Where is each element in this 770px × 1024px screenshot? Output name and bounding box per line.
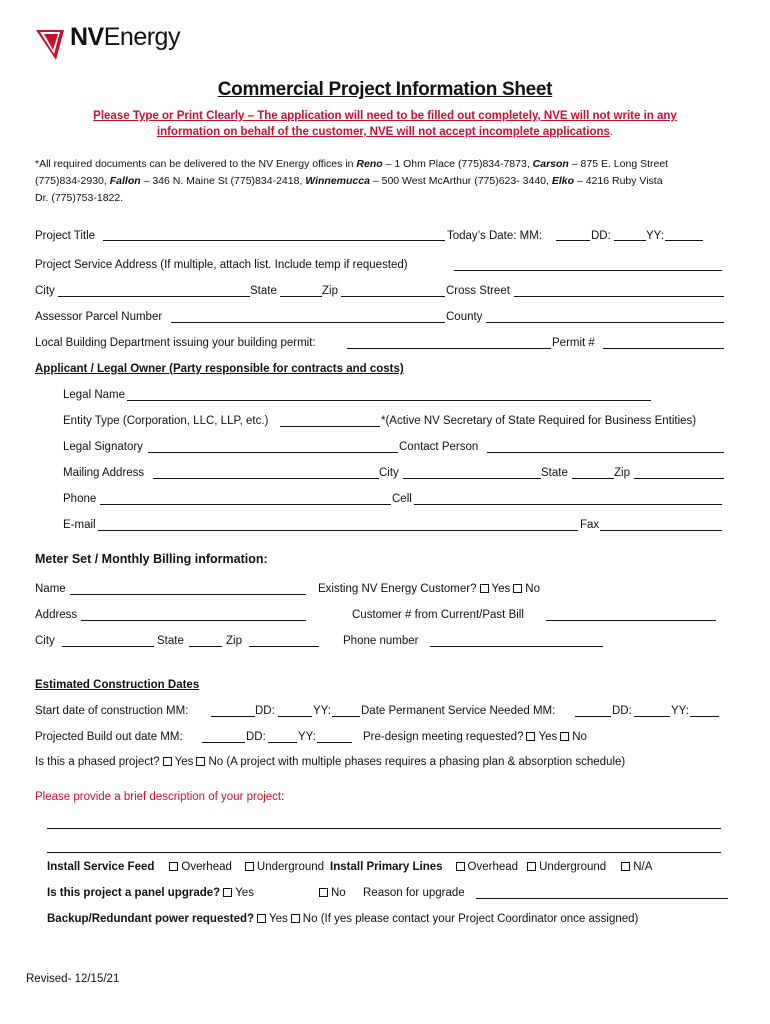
description-line-2[interactable] bbox=[47, 852, 721, 853]
permit-field[interactable] bbox=[603, 348, 724, 349]
date-yy-label: YY: bbox=[646, 230, 664, 242]
permanent-yy-label: YY: bbox=[671, 705, 689, 717]
panel-no-checkbox[interactable] bbox=[319, 888, 328, 897]
meter-state-label: State bbox=[157, 635, 184, 647]
customer-number-label: Customer # from Current/Past Bill bbox=[352, 609, 524, 621]
permanent-dd-label: DD: bbox=[612, 705, 632, 717]
panel-yes-checkbox[interactable] bbox=[223, 888, 232, 897]
parcel-label: Assessor Parcel Number bbox=[35, 311, 163, 323]
predesign-no-checkbox[interactable] bbox=[560, 732, 569, 741]
feed-underground-checkbox[interactable] bbox=[245, 862, 254, 871]
building-dept-field[interactable] bbox=[347, 348, 551, 349]
predesign-yes-checkbox[interactable] bbox=[526, 732, 535, 741]
email-label: E-mail bbox=[63, 519, 96, 531]
phased-no-checkbox[interactable] bbox=[196, 757, 205, 766]
mailing-address-label: Mailing Address bbox=[63, 467, 145, 479]
applicant-zip-field[interactable] bbox=[634, 478, 724, 479]
todays-date-label: Today’s Date: MM: bbox=[447, 230, 543, 242]
customer-number-field[interactable] bbox=[546, 620, 716, 621]
permanent-yy-field[interactable] bbox=[690, 716, 719, 717]
lines-underground-checkbox[interactable] bbox=[527, 862, 536, 871]
install-service-feed-row: Install Service Feed Overhead Underground Install Primary Lines Overhead Underground N/A bbox=[47, 861, 653, 873]
start-dd-label: DD: bbox=[255, 705, 275, 717]
county-label: County bbox=[446, 311, 483, 323]
meter-address-label: Address bbox=[35, 609, 78, 621]
start-yy-field[interactable] bbox=[332, 716, 360, 717]
meter-heading: Meter Set / Monthly Billing information: bbox=[35, 552, 268, 566]
applicant-state-field[interactable] bbox=[572, 478, 614, 479]
building-dept-label: Local Building Department issuing your building permit: bbox=[35, 337, 316, 349]
notice-line-1: Please Type or Print Clearly – The application will need to be filled out completely, NVE will not write in any bbox=[93, 110, 677, 122]
existing-customer-label: Existing NV Energy Customer? Yes No bbox=[318, 583, 540, 595]
applicant-zip-label: Zip bbox=[614, 467, 630, 479]
cell-field[interactable] bbox=[414, 504, 722, 505]
meter-name-field[interactable] bbox=[70, 594, 306, 595]
entity-note: *(Active NV Secretary of State Required for Business Entities) bbox=[381, 415, 697, 427]
fax-label: Fax bbox=[580, 519, 600, 531]
start-yy-label: YY: bbox=[313, 705, 331, 717]
buildout-yy-label: YY: bbox=[298, 731, 316, 743]
meter-name-label: Name bbox=[35, 583, 66, 595]
applicant-state-label: State bbox=[541, 467, 568, 479]
nv-energy-logo bbox=[34, 22, 184, 62]
panel-no-option: No bbox=[316, 886, 346, 900]
buildout-mm-field[interactable] bbox=[202, 742, 245, 743]
logo-energy: Energy bbox=[103, 23, 180, 51]
date-dd-label: DD: bbox=[591, 230, 611, 242]
project-city-label: City bbox=[35, 285, 55, 297]
legal-name-field[interactable] bbox=[127, 400, 651, 401]
service-address-field[interactable] bbox=[454, 270, 722, 271]
predesign-label: Pre-design meeting requested? Yes No bbox=[363, 731, 587, 743]
email-field[interactable] bbox=[98, 530, 578, 531]
backup-no-checkbox[interactable] bbox=[291, 914, 300, 923]
start-date-label: Start date of construction MM: bbox=[35, 705, 189, 717]
meter-address-field[interactable] bbox=[81, 620, 306, 621]
contact-person-label: Contact Person bbox=[399, 441, 479, 453]
description-line-1[interactable] bbox=[47, 828, 721, 829]
legal-name-label: Legal Name bbox=[63, 389, 126, 401]
entity-type-label: Entity Type (Corporation, LLC, LLP, etc.) bbox=[63, 415, 269, 427]
date-yy-field[interactable] bbox=[665, 240, 703, 241]
mailing-address-field[interactable] bbox=[153, 478, 379, 479]
meter-phone-label: Phone number bbox=[343, 635, 419, 647]
cell-label: Cell bbox=[392, 493, 412, 505]
reason-field[interactable] bbox=[476, 898, 728, 899]
date-dd-field[interactable] bbox=[614, 240, 646, 241]
signatory-label: Legal Signatory bbox=[63, 441, 143, 453]
meter-phone-field[interactable] bbox=[430, 646, 603, 647]
project-title-label: Project Title bbox=[35, 230, 96, 242]
phased-project-label: Is this a phased project? Yes No (A project with multiple phases requires a phasing plan & absorption schedule) bbox=[35, 756, 626, 768]
reason-label: Reason for upgrade bbox=[363, 887, 465, 899]
backup-power-row: Backup/Redundant power requested? Yes No (If yes please contact your Project Coordinator once assigned) bbox=[47, 913, 639, 925]
applicant-heading: Applicant / Legal Owner (Party responsible for contracts and costs) bbox=[35, 363, 404, 375]
permanent-mm-field[interactable] bbox=[575, 716, 611, 717]
date-mm-field[interactable] bbox=[556, 240, 590, 241]
project-zip-field[interactable] bbox=[341, 296, 445, 297]
meter-zip-label: Zip bbox=[226, 635, 242, 647]
meter-zip-field[interactable] bbox=[249, 646, 319, 647]
project-state-label: State bbox=[250, 285, 277, 297]
page-title: Commercial Project Information Sheet bbox=[217, 79, 553, 100]
offices-line-1: *All required documents can be delivered to the NV Energy offices in Reno – 1 Ohm Place (775)834-7873, Carson – 875 E. Long Street bbox=[35, 158, 669, 170]
panel-upgrade-row: Is this project a panel upgrade? Yes bbox=[47, 887, 254, 899]
project-title-field[interactable] bbox=[103, 240, 445, 241]
existing-no-checkbox[interactable] bbox=[513, 584, 522, 593]
logo-nv: NV bbox=[70, 23, 104, 51]
parcel-field[interactable] bbox=[171, 322, 445, 323]
logo-chevron-icon bbox=[34, 24, 72, 62]
construction-heading: Estimated Construction Dates bbox=[35, 679, 200, 691]
backup-yes-checkbox[interactable] bbox=[257, 914, 266, 923]
offices-line-3: Dr. (775)753-1822. bbox=[35, 192, 124, 204]
revised-date: Revised- 12/15/21 bbox=[26, 973, 120, 985]
applicant-city-field[interactable] bbox=[403, 478, 541, 479]
phone-label: Phone bbox=[63, 493, 97, 505]
contact-person-field[interactable] bbox=[487, 452, 724, 453]
buildout-label: Projected Build out date MM: bbox=[35, 731, 183, 743]
entity-type-field[interactable] bbox=[280, 426, 380, 427]
notice-line-2: information on behalf of the customer, NVE will not accept incomplete applications bbox=[156, 126, 610, 138]
meter-city-label: City bbox=[35, 635, 55, 647]
permanent-date-label: Date Permanent Service Needed MM: bbox=[361, 705, 556, 717]
signatory-field[interactable] bbox=[148, 452, 398, 453]
permanent-dd-field[interactable] bbox=[634, 716, 670, 717]
project-zip-label: Zip bbox=[322, 285, 338, 297]
county-field[interactable] bbox=[486, 322, 724, 323]
description-prompt: Please provide a brief description of your project: bbox=[35, 791, 285, 803]
permit-label: Permit # bbox=[552, 337, 595, 349]
notice-period: . bbox=[609, 126, 614, 138]
existing-yes-checkbox[interactable] bbox=[480, 584, 489, 593]
buildout-yy-field[interactable] bbox=[317, 742, 352, 743]
meter-state-field[interactable] bbox=[189, 646, 222, 647]
start-mm-field[interactable] bbox=[211, 716, 255, 717]
offices-line-2: (775)834-2930, Fallon – 346 N. Maine St (775)834-2418, Winnemucca – 500 West McArthur (775)623- 3440, Elko – 4216 Ruby Vista bbox=[35, 175, 663, 187]
start-dd-field[interactable] bbox=[278, 716, 312, 717]
applicant-city-label: City bbox=[379, 467, 399, 479]
lines-overhead-checkbox[interactable] bbox=[456, 862, 465, 871]
meter-city-field[interactable] bbox=[62, 646, 154, 647]
cross-street-field[interactable] bbox=[514, 296, 724, 297]
buildout-dd-label: DD: bbox=[246, 731, 266, 743]
cross-street-label: Cross Street bbox=[446, 285, 510, 297]
service-address-label: Project Service Address (If multiple, attach list. Include temp if requested) bbox=[35, 259, 408, 271]
feed-overhead-checkbox[interactable] bbox=[169, 862, 178, 871]
fax-field[interactable] bbox=[600, 530, 722, 531]
project-city-field[interactable] bbox=[58, 296, 250, 297]
lines-na-checkbox[interactable] bbox=[621, 862, 630, 871]
buildout-dd-field[interactable] bbox=[268, 742, 297, 743]
phased-yes-checkbox[interactable] bbox=[163, 757, 172, 766]
project-state-field[interactable] bbox=[280, 296, 322, 297]
phone-field[interactable] bbox=[100, 504, 391, 505]
